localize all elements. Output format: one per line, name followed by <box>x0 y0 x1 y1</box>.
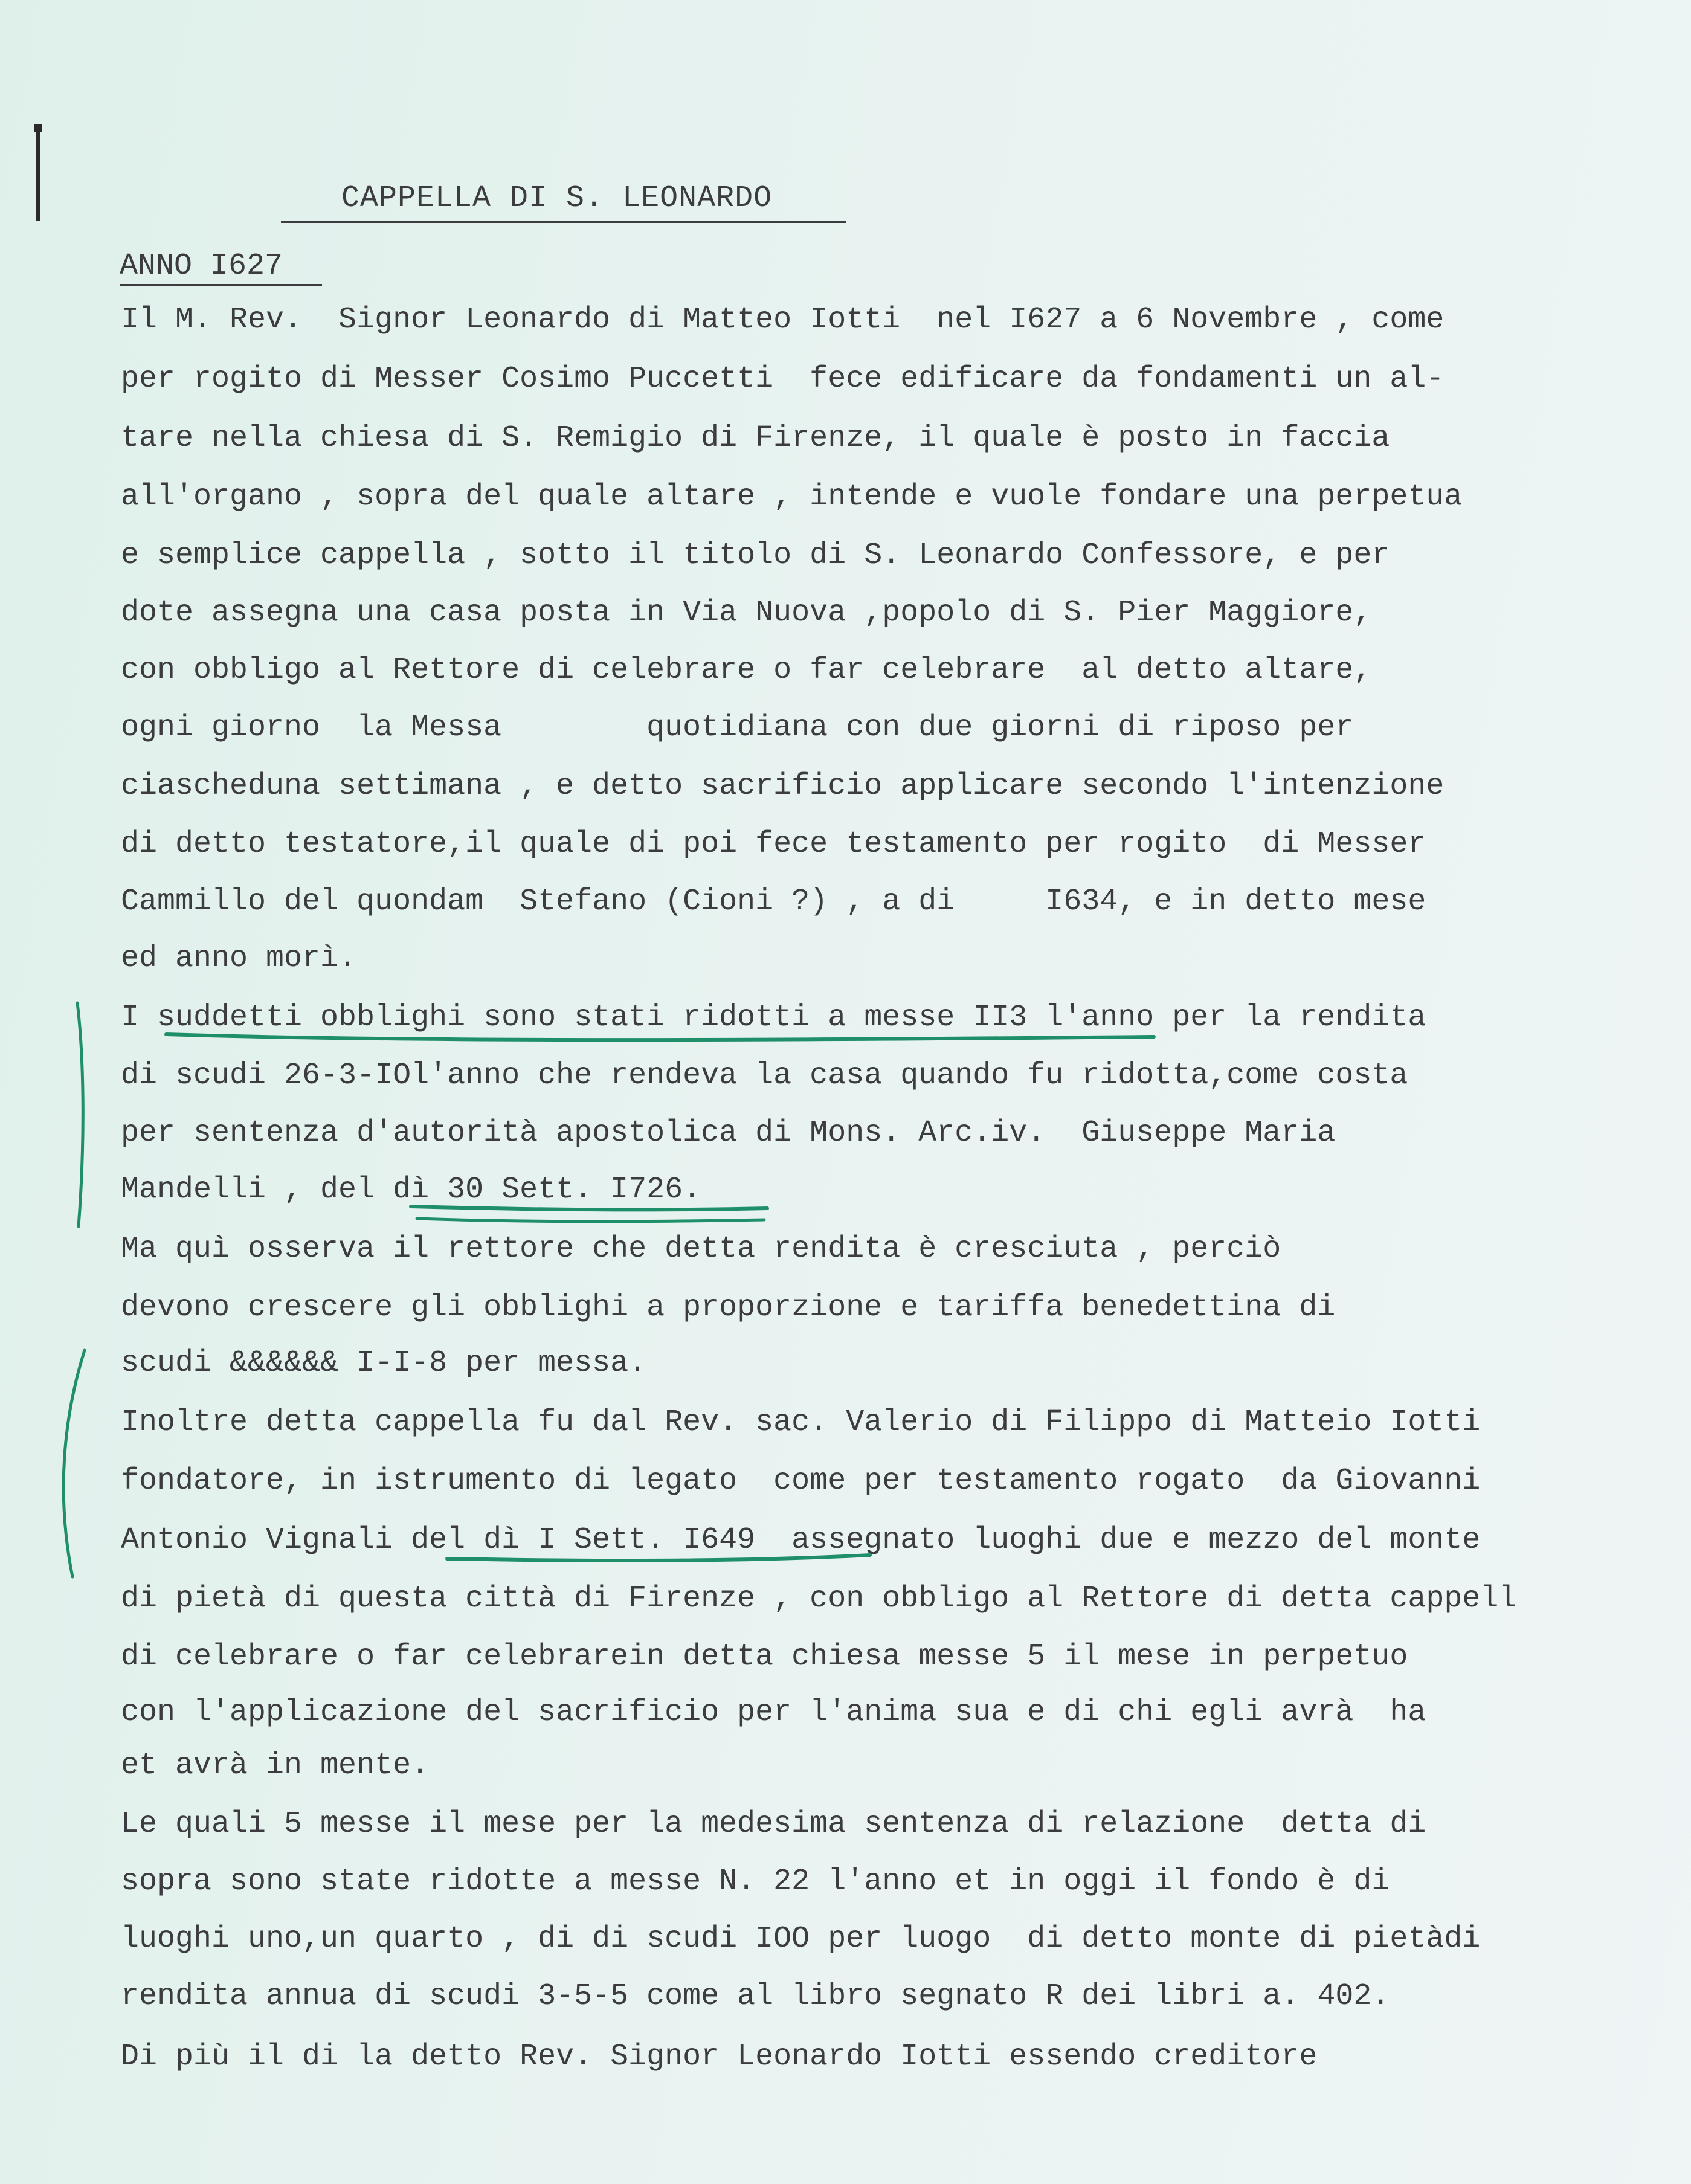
text-line: Ma quì osserva il rettore che detta rendita è cresciuta , perciò <box>121 1232 1281 1266</box>
text-line: di detto testatore,il quale di poi fece testamento per rogito di Messer <box>121 827 1426 862</box>
text-line: fondatore, in istrumento di legato come per testamento rogato da Giovanni <box>121 1464 1481 1498</box>
text-line: di pietà di questa città di Firenze , con obbligo al Rettore di detta cappell <box>121 1582 1517 1616</box>
underline-date-1649 <box>447 1555 870 1561</box>
text-line: per sentenza d'autorità apostolica di Mons. Arc.iv. Giuseppe Maria <box>121 1116 1336 1150</box>
text-line: et avrà in mente. <box>121 1748 430 1783</box>
text-line: di scudi 26-3-IOl'anno che rendeva la casa quando fu ridotta,come costa <box>121 1058 1408 1093</box>
text-line: Antonio Vignali del dì I Sett. I649 assegnato luoghi due e mezzo del monte <box>121 1523 1481 1557</box>
text-line: scudi &&&&&& I-I-8 per messa. <box>121 1346 647 1380</box>
margin-line-upper <box>77 1003 83 1226</box>
underline-obblighi <box>166 1034 1154 1040</box>
text-line: ogni giorno la Messa quotidiana con due giorni di riposo per <box>121 710 1354 745</box>
text-line: I suddetti obblighi sono stati ridotti a messe II3 l'anno per la rendita <box>121 1000 1426 1035</box>
year-heading: ANNO I627 <box>120 249 283 283</box>
text-line: all'organo , sopra del quale altare , intende e vuole fondare una perpetua <box>121 480 1463 514</box>
underline-date-1726-b <box>417 1219 764 1222</box>
text-line: devono crescere gli obblighi a proporzione e tariffa benedettina di <box>121 1290 1336 1325</box>
text-line: con obbligo al Rettore di celebrare o far celebrare al detto altare, <box>121 653 1372 688</box>
text-line: per rogito di Messer Cosimo Puccetti fece edificare da fondamenti un al- <box>121 362 1445 396</box>
text-line: dote assegna una casa posta in Via Nuova ,popolo di S. Pier Maggiore, <box>121 596 1372 630</box>
text-line: sopra sono state ridotte a messe N. 22 l'anno et in oggi il fondo è di <box>121 1864 1390 1899</box>
text-line: ed anno morì. <box>121 941 357 976</box>
text-line: e semplice cappella , sotto il titolo di S. Leonardo Confessore, e per <box>121 538 1390 573</box>
text-line: di celebrare o far celebrarein detta chiesa messe 5 il mese in perpetuo <box>121 1640 1408 1674</box>
text-line: con l'applicazione del sacrificio per l'anima sua e di chi egli avrà ha <box>121 1695 1426 1730</box>
text-line: ciascheduna settimana , e detto sacrificio applicare secondo l'intenzione <box>121 769 1445 804</box>
text-line: rendita annua di scudi 3-5-5 come al libro segnato R dei libri a. 402. <box>121 1979 1390 2014</box>
text-line: Le quali 5 messe il mese per la medesima sentenza di relazione detta di <box>121 1807 1426 1841</box>
text-line: Di più il di la detto Rev. Signor Leonardo Iotti essendo creditore <box>121 2040 1318 2074</box>
text-line: Mandelli , del dì 30 Sett. I726. <box>121 1173 701 1207</box>
text-line: Il M. Rev. Signor Leonardo di Matteo Iotti nel I627 a 6 Novembre , come <box>121 303 1445 337</box>
page-title: CAPPELLA DI S. LEONARDO <box>341 181 773 216</box>
underline-date-1726-a <box>411 1206 767 1210</box>
text-line: Cammillo del quondam Stefano (Cioni ?) , a di I634, e in detto mese <box>121 884 1426 919</box>
margin-line-lower <box>63 1350 85 1577</box>
text-line: luoghi uno,un quarto , di di scudi IOO per luogo di detto monte di pietàdi <box>121 1922 1481 1956</box>
text-line: Inoltre detta cappella fu dal Rev. sac. Valerio di Filippo di Matteio Iotti <box>121 1405 1481 1440</box>
text-line: tare nella chiesa di S. Remigio di Firenze, il quale è posto in faccia <box>121 421 1390 456</box>
